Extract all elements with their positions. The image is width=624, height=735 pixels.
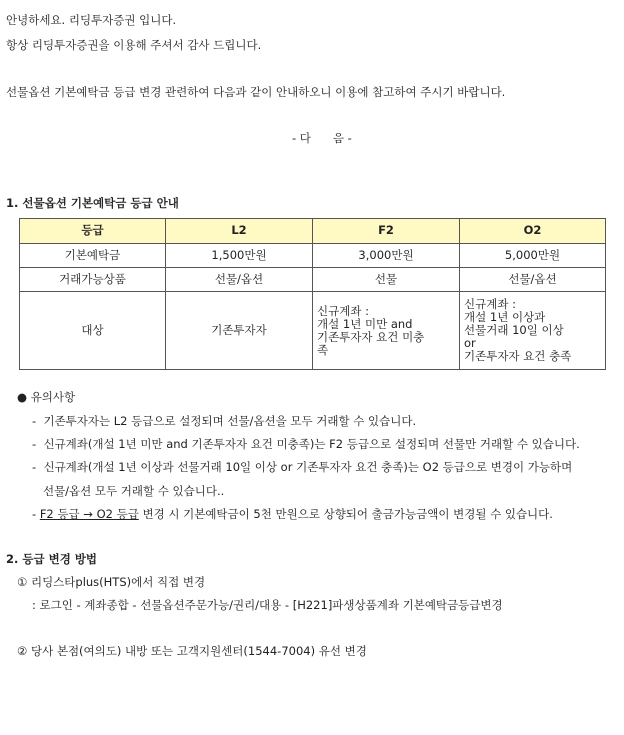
section1-title: 1. 선물옵션 기본예탁금 등급 안내: [6, 196, 179, 210]
row-label: 거래가능상품: [20, 268, 166, 292]
table-header: F2: [313, 219, 460, 244]
method-1-path: : 로그인 - 계좌종합 - 선물옵션주문가능/권리/대용 - [H221]파생상품계좌 기본예탁금등급변경: [32, 598, 503, 612]
notice-marker: - 다 음 -: [292, 131, 352, 145]
table-cell-multiline: [313, 292, 460, 370]
table-row: [20, 268, 606, 292]
cell-line: 기존투자자 요건 충족: [464, 349, 572, 363]
table-cell: 5,000만원: [460, 244, 606, 268]
table-header-row: [20, 219, 606, 244]
table-header: 등급: [20, 219, 166, 244]
note-item: - 신규계좌(개설 1년 미만 and 기존투자자 요건 미충족)는 F2 등급으로 설정되며 선물만 거래할 수 있습니다.: [32, 437, 580, 451]
table-cell: 3,000만원: [313, 244, 460, 268]
table-cell: 선물/옵션: [166, 268, 313, 292]
method-1: ① 리딩스타plus(HTS)에서 직접 변경: [17, 575, 206, 589]
table-cell: 1,500만원: [166, 244, 313, 268]
table-cell: 선물/옵션: [460, 268, 606, 292]
note-rest: 변경 시 기본예탁금이 5천 만원으로 상향되어 출금가능금액이 변경될 수 있습니다.: [138, 507, 553, 521]
note-item: - 신규계좌(개설 1년 이상과 선물거래 10일 이상 or 기존투자자 요건 충족)는 O2 등급으로 변경이 가능하며: [32, 460, 573, 474]
intro-text: 선물옵션 기본예탁금 등급 변경 관련하여 다음과 같이 안내하오니 이용에 참고하여 주시기 바랍니다.: [6, 85, 506, 99]
note-item: - 기존투자자는 L2 등급으로 설정되며 선물/옵션을 모두 거래할 수 있습니다.: [32, 414, 417, 428]
note-item-last: [32, 508, 553, 522]
row-label: 대상: [20, 292, 166, 370]
table-header: O2: [460, 219, 606, 244]
note-item: 선물/옵션 모두 거래할 수 있습니다..: [32, 484, 225, 498]
cell-line: 개설 1년 미만 and: [317, 316, 413, 331]
cell-line: 개설 1년 이상과: [464, 310, 546, 324]
cell-line: 신규계좌 :: [464, 297, 516, 311]
table-cell: 기존투자자: [166, 292, 313, 370]
cell-line: 족: [317, 342, 329, 357]
section2-title: 2. 등급 변경 방법: [6, 552, 98, 566]
cell-line: 신규계좌 :: [317, 303, 369, 318]
note-dash: -: [32, 507, 40, 521]
table-header: L2: [166, 219, 313, 244]
method-2: ② 당사 본점(여의도) 내방 또는 고객지원센터(1544-7004) 유선 변경: [17, 644, 367, 658]
notes-title: ● 유의사항: [17, 390, 76, 404]
grade-table: [19, 218, 606, 370]
cell-line: or: [464, 336, 476, 350]
grade-change-highlight: F2 등급 → O2 등급: [39, 507, 139, 521]
cell-line: 기존투자자 요건 미충: [317, 329, 425, 344]
table-cell: 선물: [313, 268, 460, 292]
cell-line: 선물거래 10일 이상: [464, 323, 564, 337]
table-row: [20, 292, 606, 370]
table-row: [20, 244, 606, 268]
greeting-line-1: 안녕하세요. 리딩투자증권 입니다.: [6, 13, 177, 27]
row-label: 기본예탁금: [20, 244, 166, 268]
table-cell-multiline: [460, 292, 606, 370]
greeting-line-2: 항상 리딩투자증권을 이용해 주셔서 감사 드립니다.: [6, 38, 262, 52]
